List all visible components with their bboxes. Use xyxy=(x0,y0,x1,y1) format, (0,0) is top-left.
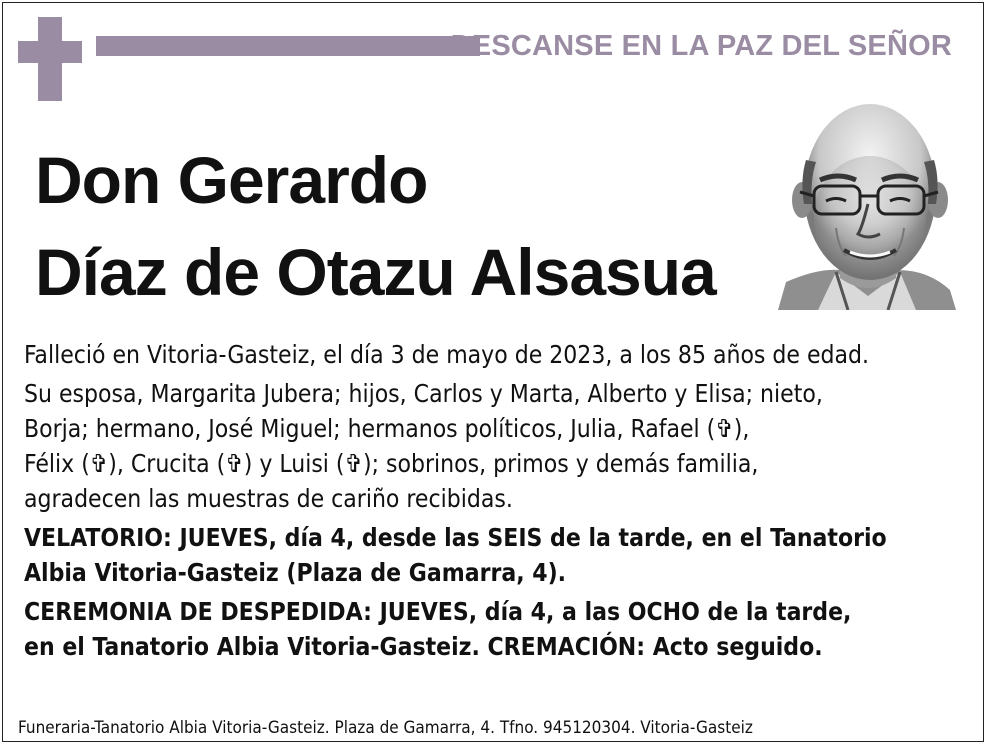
family-paragraph xyxy=(24,376,974,516)
ceremonia-line: en el Tanatorio Albia Vitoria-Gasteiz. CREMACIÓN: Acto seguido. xyxy=(24,632,823,661)
family-line: agradecen las muestras de cariño recibidas. xyxy=(24,484,513,513)
velatorio-line: Albia Vitoria-Gasteiz (Plaza de Gamarra, 4). xyxy=(24,558,567,587)
death-notice: Falleció en Vitoria-Gasteiz, el día 3 de mayo de 2023, a los 85 años de edad. xyxy=(24,340,870,369)
family-line: Félix (✞), Crucita (✞) y Luisi (✞); sobrinos, primos y demás familia, xyxy=(24,449,759,478)
name-line-2: Díaz de Otazu Alsasua xyxy=(35,235,716,309)
family-line: Borja; hermano, José Miguel; hermanos políticos, Julia, Rafael (✞), xyxy=(24,414,750,443)
funeral-home-footer: Funeraria-Tanatorio Albia Vitoria-Gasteiz. Plaza de Gamarra, 4. Tfno. 945120304. Vitoria-Gasteiz xyxy=(18,718,753,738)
obituary-body xyxy=(24,337,974,664)
velatorio-line: VELATORIO: JUEVES, día 4, desde las SEIS de la tarde, en el Tanatorio xyxy=(24,523,887,552)
velatorio-paragraph xyxy=(24,520,974,590)
header-title: DESCANSE EN LA PAZ DEL SEÑOR xyxy=(450,30,952,62)
cross-icon xyxy=(18,17,82,101)
header-bar xyxy=(96,36,480,56)
family-line: Su esposa, Margarita Jubera; hijos, Carlos y Marta, Alberto y Elisa; nieto, xyxy=(24,379,823,408)
name-line-1: Don Gerardo xyxy=(35,143,428,217)
deceased-name xyxy=(35,134,716,318)
portrait-photo xyxy=(778,100,956,310)
ceremonia-paragraph xyxy=(24,594,974,664)
ceremonia-line: CEREMONIA DE DESPEDIDA: JUEVES, día 4, a las OCHO de la tarde, xyxy=(24,597,852,626)
